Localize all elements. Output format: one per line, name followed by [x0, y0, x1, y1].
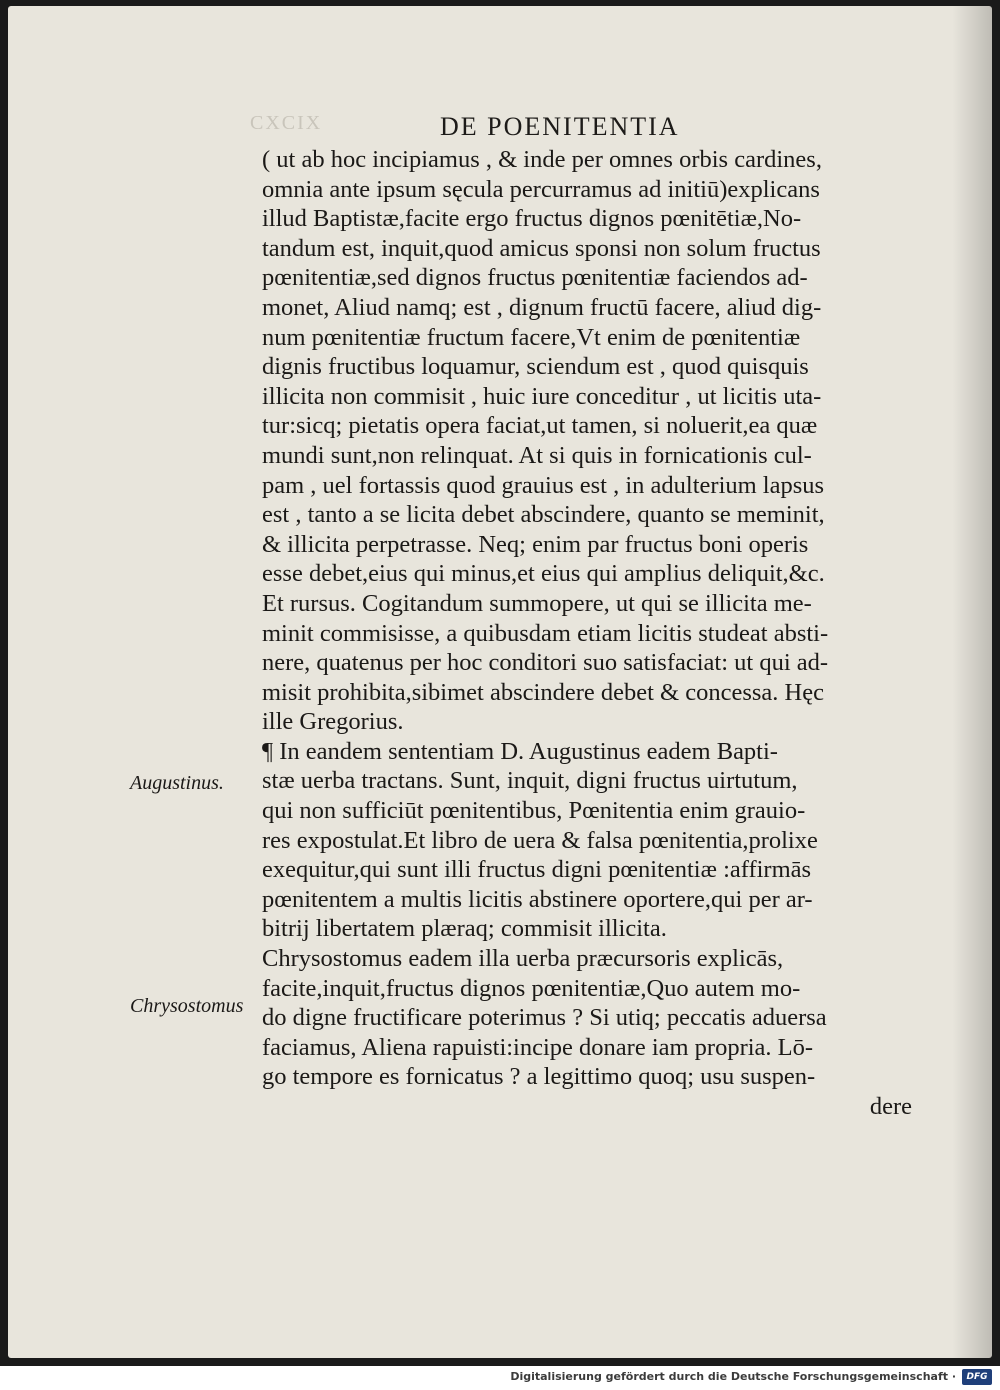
text-line: ( ut ab hoc incipiamus , & inde per omnes orbis cardines,	[262, 146, 822, 173]
text-line: esse debet,eius qui minus,et eius qui amplius deliquit,&c.	[262, 560, 825, 588]
body-text	[262, 145, 912, 1122]
catchword: dere	[869, 1093, 912, 1120]
text-line: misit prohibita,sibimet abscindere debet & concessa. Hęc	[262, 678, 824, 706]
text-line: minit commisisse, a quibusdam etiam licitis studeat absti-	[262, 619, 829, 647]
text-line: dignis fructibus loquamur, sciendum est , quod quisquis	[262, 353, 809, 381]
margin-note-chrysostomus: Chrysostomus	[130, 995, 244, 1017]
text-line: qui non sufficiūt pœnitentibus, Pœnitentia enim grauio-	[262, 797, 806, 825]
text-line: exequitur,qui sunt illi fructus digni pœnitentiæ :affirmās	[262, 856, 812, 884]
text-line: bitrij libertatem plæraq; commisit illicita.	[262, 915, 667, 943]
text-line: ille Gregorius.	[262, 708, 404, 736]
text-line: pœnitentem a multis licitis abstinere oportere,qui per ar-	[262, 885, 813, 913]
text-line: stæ uerba tractans. Sunt, inquit, digni fructus uirtutum,	[262, 767, 798, 795]
text-line: num pœnitentiæ fructum facere,Vt enim de pœnitentiæ	[262, 323, 801, 351]
running-header: DE POENITENTIA	[440, 112, 680, 141]
text-line: pœnitentiæ,sed dignos fructus pœnitentiæ faciendos ad-	[262, 264, 808, 292]
text-line: tur:sicq; pietatis opera faciat,ut tamen, si noluerit,ea quæ	[262, 412, 818, 440]
text-line: est , tanto a se licita debet abscindere, quanto se meminit,	[262, 501, 825, 529]
text-line: Et rursus. Cogitandum summopere, ut qui se illicita me-	[262, 589, 812, 617]
page-edge-shadow	[952, 6, 992, 1358]
text-line: pam , uel fortassis quod grauius est , in adulterium lapsus	[262, 471, 825, 499]
text-line: omnia ante ipsum sęcula percurramus ad initiū)explicans	[262, 175, 820, 203]
text-line: Chrysostomus eadem illa uerba præcursoris explicās,	[262, 945, 784, 973]
text-line: faciamus, Aliena rapuisti:incipe donare iam propria. Lō-	[262, 1033, 814, 1061]
dfg-logo: DFG	[962, 1369, 992, 1385]
text-line: go tempore es fornicatus ? a legittimo quoq; usu suspen-	[262, 1063, 816, 1091]
text-line: illicita non commisit , huic iure conceditur , ut licitis uta-	[262, 382, 822, 410]
text-line: do digne fructificare poterimus ? Si utiq; peccatis aduersa	[262, 1004, 827, 1032]
margin-note-augustinus: Augustinus.	[130, 772, 224, 794]
text-line: ¶ In eandem sententiam D. Augustinus eadem Bapti-	[262, 737, 778, 765]
text-line: nere, quatenus per hoc conditori suo satisfaciat: ut qui ad-	[262, 649, 829, 677]
text-line: tandum est, inquit,quod amicus sponsi non solum fructus	[262, 234, 821, 262]
text-line: mundi sunt,non relinquat. At si quis in fornicationis cul-	[262, 441, 812, 469]
text-line: monet, Aliud namq; est , dignum fructū facere, aliud dig-	[262, 293, 822, 321]
footer-credit: Digitalisierung gefördert durch die Deutsche Forschungsgemeinschaft ·	[510, 1370, 956, 1383]
bleed-through-folio: CXCIX	[250, 112, 323, 134]
footer-bar	[0, 1366, 1000, 1390]
text-line: facite,inquit,fructus dignos pœnitentiæ,Quo autem mo-	[262, 974, 801, 1002]
text-line: illud Baptistæ,facite ergo fructus dignos pœnitētiæ,No-	[262, 205, 802, 233]
text-line: res expostulat.Et libro de uera & falsa pœnitentia,prolixe	[262, 826, 818, 854]
text-line: & illicita perpetrasse. Neq; enim par fructus boni operis	[262, 530, 809, 558]
